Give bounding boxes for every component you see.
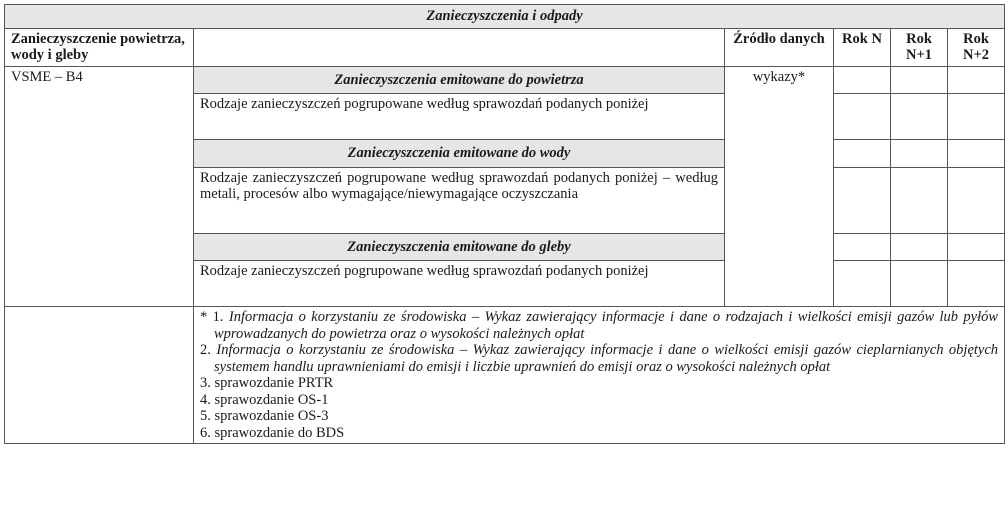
section-description-air: Rodzaje zanieczyszczeń pogrupowane według sprawozdań podanych poniżej xyxy=(194,94,725,140)
cell-air-n xyxy=(834,66,891,94)
cell-air-desc-n1 xyxy=(891,94,948,140)
footnote-4: 4. sprawozdanie OS-1 xyxy=(200,391,329,408)
cell-soil-n1 xyxy=(891,233,948,261)
header-data-source: Źródło danych xyxy=(725,28,834,66)
cell-water-n1 xyxy=(891,140,948,168)
footnote-1: * 1. Informacja o korzystaniu ze środowiska – Wykaz zawierający informacje i dane o rodzajach i wielkości emisji gazów lub pyłów wprowadzanych do powietrza oraz o wysokości należnych opłat xyxy=(200,309,999,342)
cell-soil-n xyxy=(834,233,891,261)
cell-soil-desc-n xyxy=(834,261,891,307)
section-heading-water: Zanieczyszczenia emitowane do wody xyxy=(194,140,725,168)
cell-soil-desc-n2 xyxy=(948,261,1005,307)
footnote-6: 6. sprawozdanie do BDS xyxy=(200,424,345,441)
footnote-5: 5. sprawozdanie OS-3 xyxy=(200,408,329,424)
header-empty xyxy=(194,28,725,66)
row-label: VSME – B4 xyxy=(5,66,194,307)
header-year-n: Rok N xyxy=(834,28,891,66)
cell-water-desc-n xyxy=(834,167,891,233)
pollution-table xyxy=(4,4,1005,444)
section-heading-air: Zanieczyszczenia emitowane do powietrza xyxy=(194,66,725,94)
table-title: Zanieczyszczenia i odpady xyxy=(5,5,1005,29)
section-description-water: Rodzaje zanieczyszczeń pogrupowane według sprawozdań podanych poniżej – według metali, procesów albo wymagające/niewymagające oczyszczania xyxy=(194,167,725,233)
header-category: Zanieczyszczenie powietrza, wody i gleby xyxy=(5,28,194,66)
cell-air-n1 xyxy=(891,66,948,94)
cell-water-desc-n2 xyxy=(948,167,1005,233)
cell-water-n2 xyxy=(948,140,1005,168)
notes-empty-cell xyxy=(5,307,194,444)
footnotes xyxy=(194,307,1005,444)
header-year-n2: Rok N+2 xyxy=(948,28,1005,66)
cell-air-desc-n2 xyxy=(948,94,1005,140)
header-year-n1: Rok N+1 xyxy=(891,28,948,66)
cell-water-desc-n1 xyxy=(891,167,948,233)
footnote-2: 2. Informacja o korzystaniu ze środowiska – Wykaz zawierający informacje i dane o wielkości emisji gazów cieplarnianych objętych systemem handlu uprawnieniami do emisji i liczbie uprawnień do emisji oraz o wysokości należnych opłat xyxy=(200,342,999,375)
cell-water-n xyxy=(834,140,891,168)
cell-soil-desc-n1 xyxy=(891,261,948,307)
cell-soil-n2 xyxy=(948,233,1005,261)
cell-air-n2 xyxy=(948,66,1005,94)
section-description-soil: Rodzaje zanieczyszczeń pogrupowane według sprawozdań podanych poniżej xyxy=(194,261,725,307)
section-heading-soil: Zanieczyszczenia emitowane do gleby xyxy=(194,233,725,261)
footnote-3: 3. sprawozdanie PRTR xyxy=(200,375,334,391)
data-source-value: wykazy* xyxy=(725,66,834,307)
cell-air-desc-n xyxy=(834,94,891,140)
